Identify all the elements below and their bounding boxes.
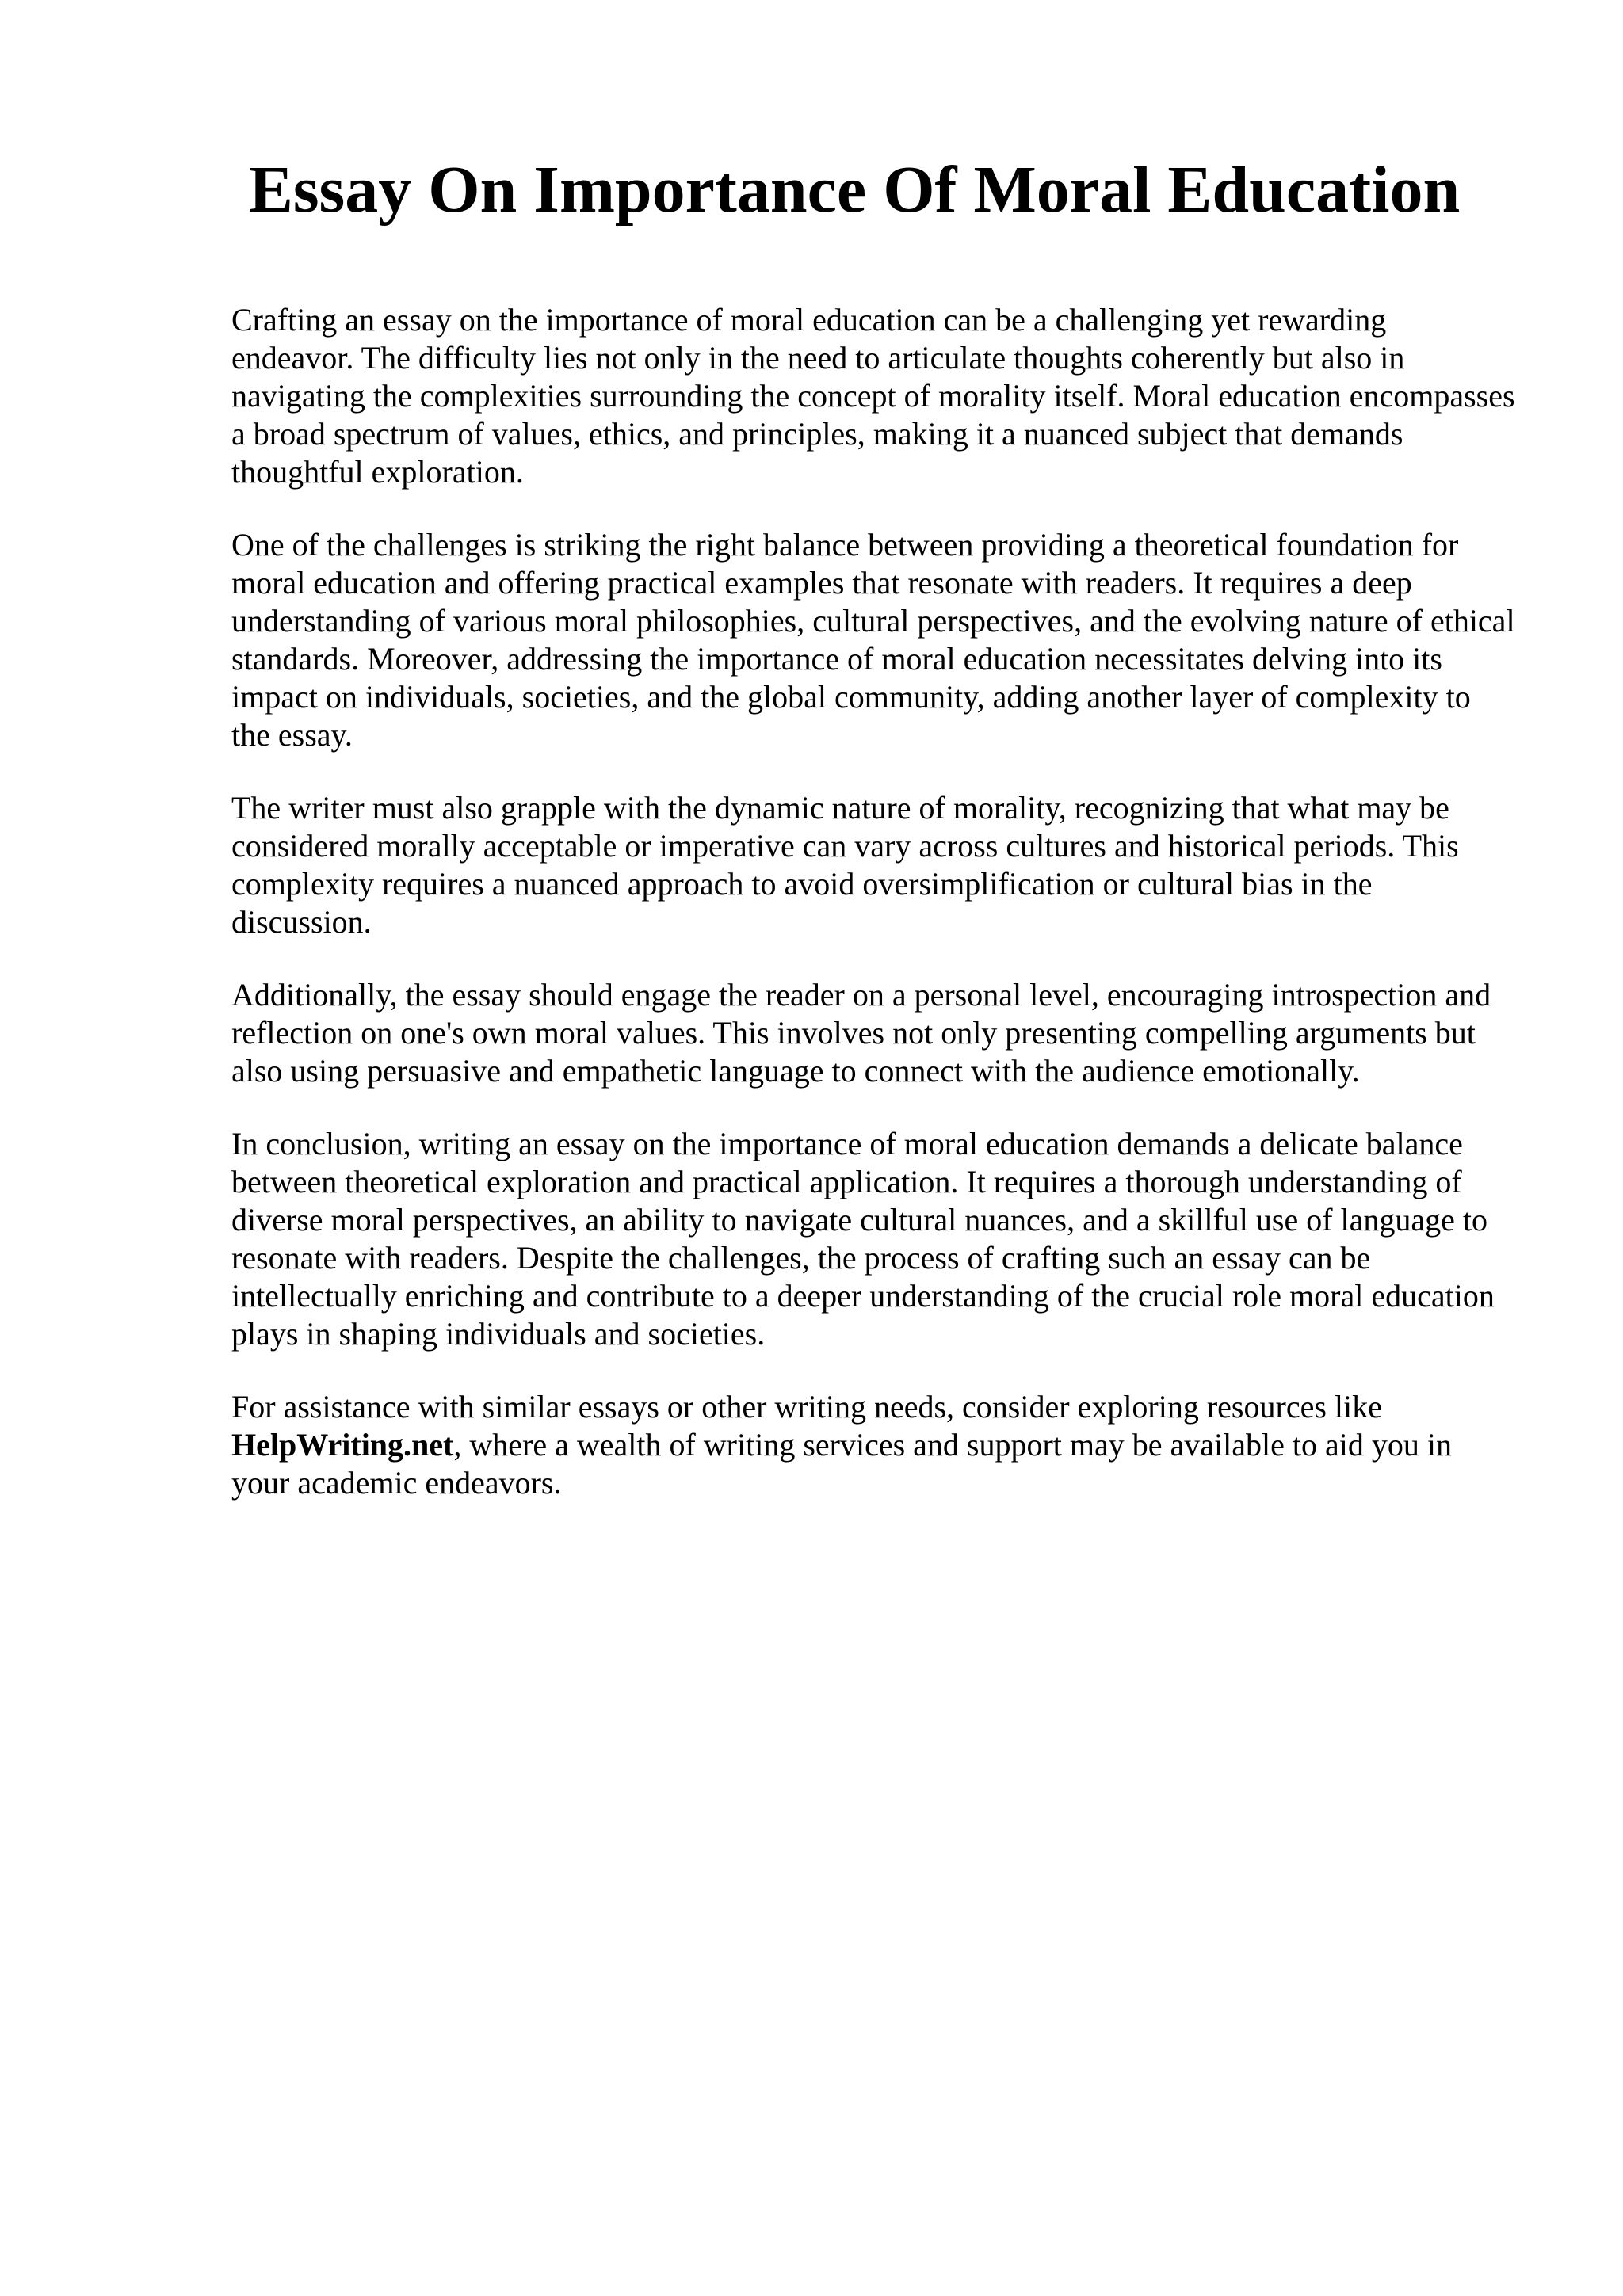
paragraph-3: The writer must also grapple with the dynamic nature of morality, recognizing that what may be considered morally acceptable or imperative can vary across cultures and historical periods. This complexity requires a nuanced approach to avoid oversimplification or cultural bias in the discussion.: [231, 790, 1459, 940]
closing-paragraph: [231, 1388, 1515, 1502]
closing-text-before: For assistance with similar essays or other writing needs, consider exploring resources like: [231, 1389, 1382, 1425]
paragraph-5: In conclusion, writing an essay on the importance of moral education demands a delicate balance between theoretical exploration and practical application. It requires a thorough understanding of diverse moral perspectives, an ability to navigate cultural nuances, and a skillful use of language to resonate with readers. Despite the challenges, the process of crafting such an essay can be intellectually enriching and contribute to a deeper understanding of the crucial role moral education plays in shaping individuals and societies.: [231, 1126, 1495, 1352]
paragraph-2: One of the challenges is striking the right balance between providing a theoretical foundation for moral education and offering practical examples that resonate with readers. It requires a deep understanding of various moral philosophies, cultural perspectives, and the evolving nature of ethical standards. Moreover, addressing the importance of moral education necessitates delving into its impact on individuals, societies, and the global community, adding another layer of complexity to the essay.: [231, 527, 1515, 753]
document-body: [231, 301, 1515, 1537]
document-title: Essay On Importance Of Moral Education: [248, 153, 1461, 227]
closing-text-after: , where a wealth of writing services and support may be available to aid you in your academic endeavors.: [231, 1427, 1452, 1501]
paragraph-1: Crafting an essay on the importance of moral education can be a challenging yet rewarding endeavor. The difficulty lies not only in the need to articulate thoughts coherently but also in navigating the complexities surrounding the concept of morality itself. Moral education encompasses a broad spectrum of values, ethics, and principles, making it a nuanced subject that demands thoughtful exploration.: [231, 302, 1515, 490]
paragraph-4: Additionally, the essay should engage the reader on a personal level, encouraging introspection and reflection on one's own moral values. This involves not only presenting compelling arguments but also using persuasive and empathetic language to connect with the audience emotionally.: [231, 977, 1491, 1089]
brand-name: HelpWriting.net: [231, 1427, 454, 1463]
